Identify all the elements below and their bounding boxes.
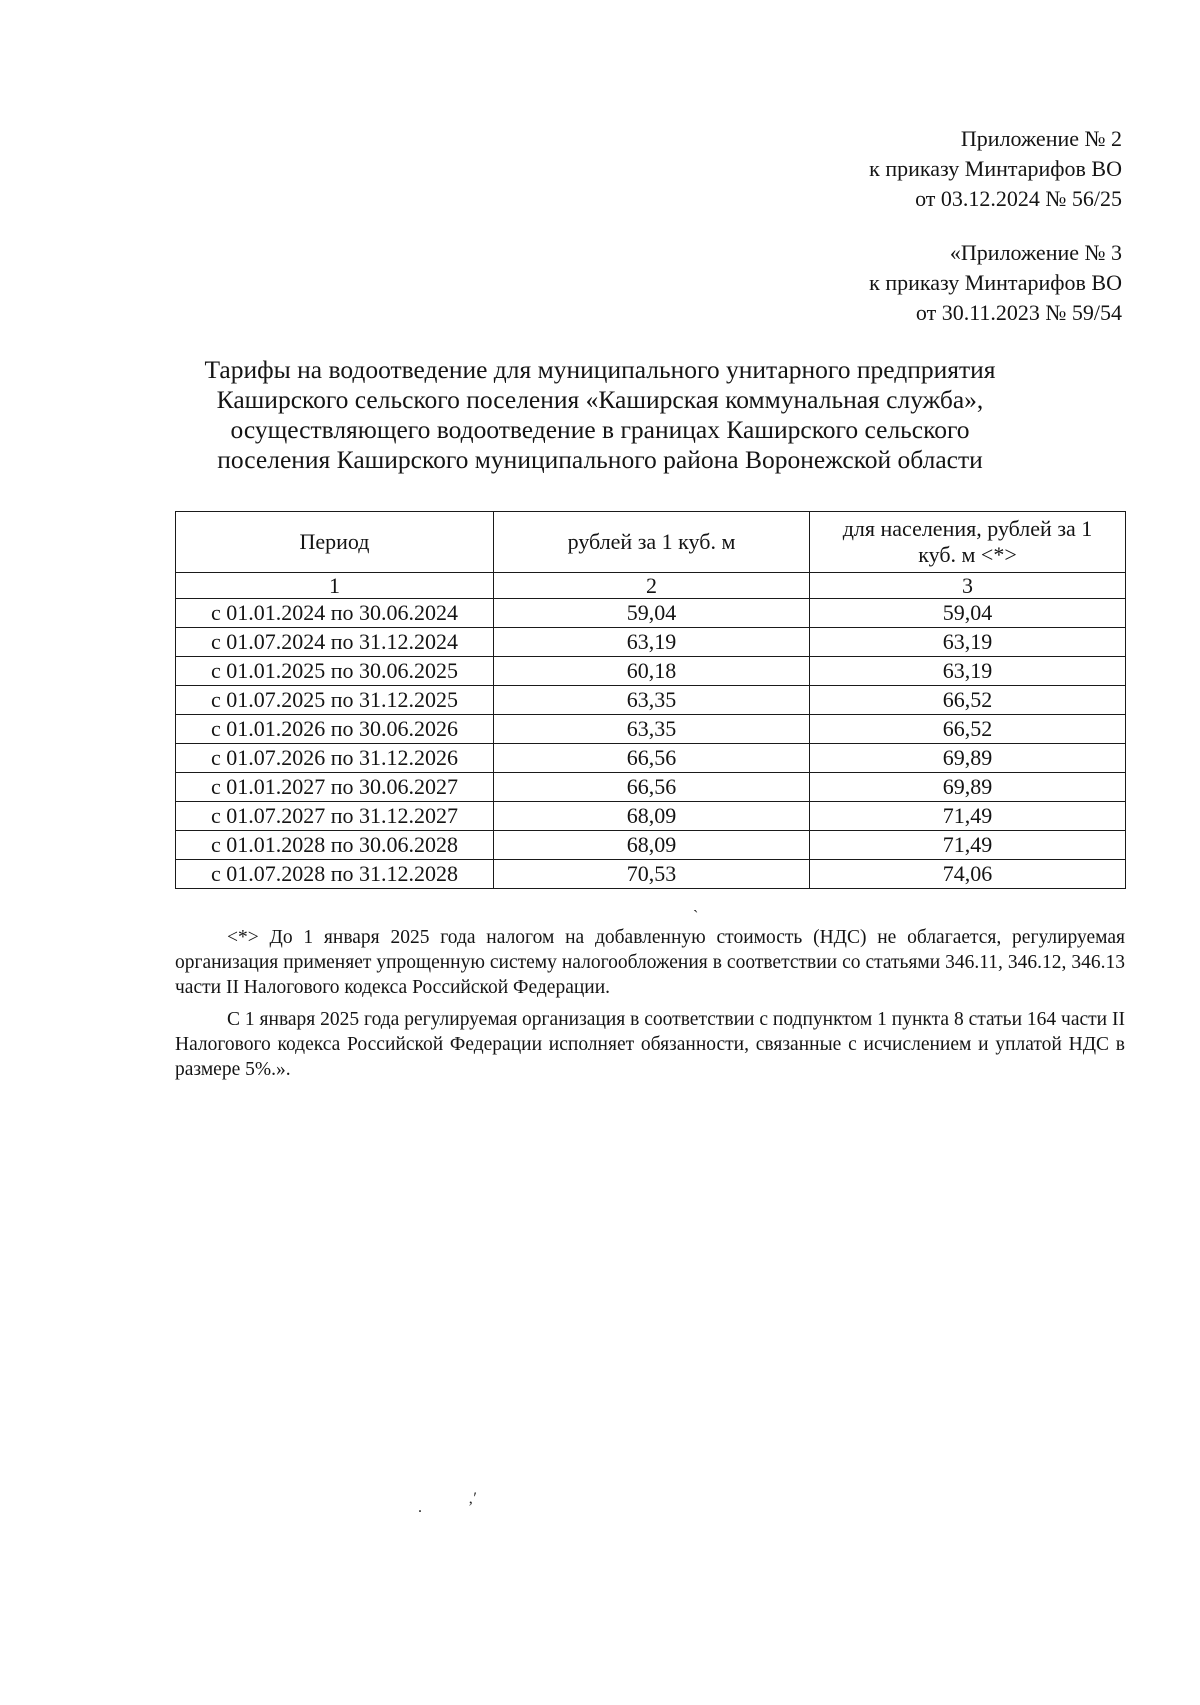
- rate-cell: 66,56: [494, 744, 810, 773]
- appendix-header: [869, 124, 1122, 214]
- table-header-row: [176, 512, 1126, 573]
- header-population-rate: для населения, рублей за 1 куб. м <*>: [810, 512, 1126, 573]
- title-line: поселения Каширского муниципального района Воронежской области: [217, 445, 983, 474]
- rate-cell: 60,18: [494, 657, 810, 686]
- previous-appendix-header: [869, 238, 1122, 328]
- population-rate-cell: 74,06: [810, 860, 1126, 889]
- population-rate-cell: 63,19: [810, 628, 1126, 657]
- period-cell: с 01.01.2028 по 30.06.2028: [176, 831, 494, 860]
- rate-cell: 63,19: [494, 628, 810, 657]
- footnote-vat-rate: С 1 января 2025 года регулируемая организация в соответствии с подпунктом 1 пункта 8 статьи 164 части II Налогового кодекса Российской Федерации исполняет обязанности, связанные с исчислением и уплатой НДС в размере 5%.».: [175, 1009, 1125, 1080]
- table-row: [176, 860, 1126, 889]
- period-cell: с 01.07.2026 по 31.12.2026: [176, 744, 494, 773]
- header-rate: рублей за 1 куб. м: [494, 512, 810, 573]
- appendix-order-date: от 03.12.2024 № 56/25: [915, 186, 1122, 211]
- column-number: 1: [176, 573, 494, 599]
- appendix-title: Приложение № 2: [960, 126, 1122, 151]
- table-row: [176, 831, 1126, 860]
- rate-cell: 68,09: [494, 802, 810, 831]
- period-cell: с 01.01.2024 по 30.06.2024: [176, 599, 494, 628]
- table-row: [176, 628, 1126, 657]
- period-cell: с 01.07.2024 по 31.12.2024: [176, 628, 494, 657]
- table-row: [176, 773, 1126, 802]
- population-rate-cell: 66,52: [810, 686, 1126, 715]
- scan-speck: .: [418, 1499, 422, 1516]
- population-rate-cell: 63,19: [810, 657, 1126, 686]
- title-line: Тарифы на водоотведение для муниципального унитарного предприятия: [204, 355, 996, 384]
- period-cell: с 01.01.2026 по 30.06.2026: [176, 715, 494, 744]
- column-number: 3: [810, 573, 1126, 599]
- title-line: Каширского сельского поселения «Каширская коммунальная служба»,: [216, 385, 984, 414]
- title-line: осуществляющего водоотведение в границах Каширского сельского: [230, 415, 970, 444]
- document-title: [150, 355, 1050, 475]
- population-rate-cell: 59,04: [810, 599, 1126, 628]
- period-cell: с 01.01.2027 по 30.06.2027: [176, 773, 494, 802]
- population-rate-cell: 71,49: [810, 831, 1126, 860]
- period-cell: с 01.07.2028 по 31.12.2028: [176, 860, 494, 889]
- previous-appendix-order-ref: к приказу Минтарифов ВО: [869, 270, 1122, 295]
- period-cell: с 01.01.2025 по 30.06.2025: [176, 657, 494, 686]
- population-rate-cell: 69,89: [810, 744, 1126, 773]
- appendix-order-ref: к приказу Минтарифов ВО: [869, 156, 1122, 181]
- column-number: 2: [494, 573, 810, 599]
- period-cell: с 01.07.2025 по 31.12.2025: [176, 686, 494, 715]
- table-row: [176, 686, 1126, 715]
- rate-cell: 68,09: [494, 831, 810, 860]
- rate-cell: 70,53: [494, 860, 810, 889]
- column-number-row: [176, 573, 1126, 599]
- footnote-vat-exemption: <*> До 1 января 2025 года налогом на добавленную стоимость (НДС) не облагается, регулируемая организация применяет упрощенную систему налогообложения в соответствии со статьями 346.11, 346.12, 346.13 части II Налогового кодекса Российской Федерации.: [175, 927, 1125, 998]
- table-row: [176, 744, 1126, 773]
- scan-speck: ‚′: [468, 1490, 477, 1507]
- table-row: [176, 715, 1126, 744]
- period-cell: с 01.07.2027 по 31.12.2027: [176, 802, 494, 831]
- previous-appendix-title: «Приложение № 3: [949, 240, 1122, 265]
- rate-cell: 59,04: [494, 599, 810, 628]
- table-row: [176, 802, 1126, 831]
- rate-cell: 63,35: [494, 686, 810, 715]
- table-row: [176, 599, 1126, 628]
- table-row: [176, 657, 1126, 686]
- population-rate-cell: 71,49: [810, 802, 1126, 831]
- previous-appendix-order-date: от 30.11.2023 № 59/54: [915, 300, 1122, 325]
- tariff-table: [175, 511, 1126, 889]
- rate-cell: 63,35: [494, 715, 810, 744]
- rate-cell: 66,56: [494, 773, 810, 802]
- population-rate-cell: 66,52: [810, 715, 1126, 744]
- header-period: Период: [176, 512, 494, 573]
- population-rate-cell: 69,89: [810, 773, 1126, 802]
- footnotes: [175, 925, 1125, 1089]
- scan-speck: `: [693, 908, 699, 925]
